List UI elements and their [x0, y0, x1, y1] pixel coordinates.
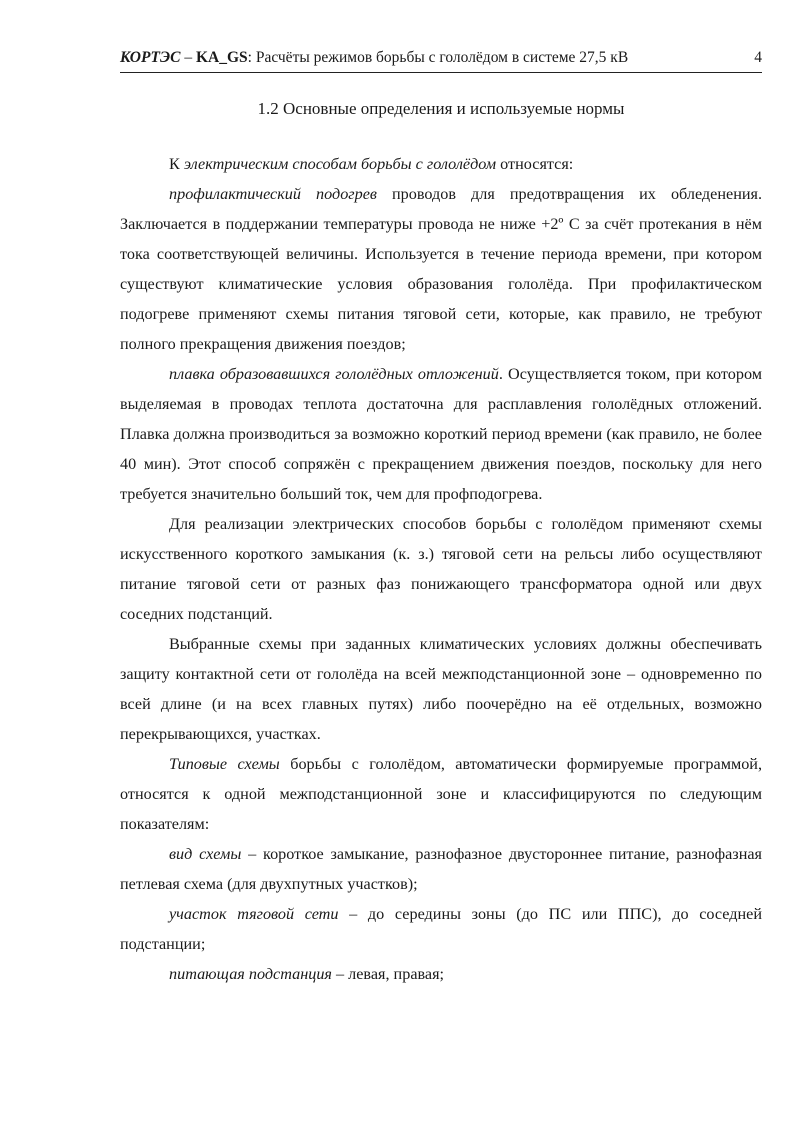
section-title: 1.2 Основные определения и используемые нормы [257, 99, 625, 118]
paragraph-short-circuit-schemes [120, 509, 762, 629]
paragraph-text: – короткое замыкание, разнофазное двустороннее питание, разнофазная петлевая схема (для двухпутных участков); [120, 845, 762, 893]
page-header [120, 48, 762, 73]
paragraph-emphasis: питающая подстанция [169, 965, 332, 983]
paragraph-intro [120, 149, 762, 179]
document-body [120, 149, 762, 989]
paragraph-text: борьбы с гололёдом, автоматически формируемые программой, относятся к одной межподстанционной зоне и классифицируются по следующим показателям: [120, 755, 763, 833]
paragraph-text: Выбранные схемы при заданных климатических условиях должны обеспечивать защиту контактной сети от гололёда на всей межподстанционной зоне – одновременно по всей длине (и на всех главных путях) либо поочерёдно на её отдельных, возможно перекрывающихся, участках. [120, 635, 762, 743]
paragraph-emphasis: профилактический подогрев [169, 185, 377, 203]
paragraph-text: – левая, правая; [331, 965, 445, 983]
paragraph-text: Для реализации электрических способов борьбы с гололёдом применяют схемы искусственного короткого замыкания (к. з.) тяговой сети на рельсы либо осуществляют питание тяговой сети от разных фаз понижающего трансформатора одной или двух соседних подстанций. [120, 515, 762, 623]
header-description: : Расчёты режимов борьбы с гололёдом в системе 27,5 кВ [247, 49, 629, 66]
page-number: 4 [754, 49, 762, 66]
paragraph-emphasis: электрическим способам борьбы с гололёдом [183, 155, 497, 173]
paragraph-text: – до середины зоны (до ПС или ППС), до соседней подстанции; [120, 905, 762, 953]
paragraph-emphasis: участок тяговой сети [169, 905, 339, 923]
header-module-name: KA_GS [195, 49, 248, 66]
paragraph-feeding-substation [120, 959, 762, 989]
paragraph-typical-schemes [120, 749, 762, 839]
paragraph-scheme-type [120, 839, 762, 899]
header-title [120, 48, 628, 68]
paragraph-text: проводов для предотвращения их обледенения. Заключается в поддержании температуры провода не ниже +2º С за счёт протекания в нём тока соответствующей величины. Используется в течение периода времени, при котором существуют климатические условия образования гололёда. При профилактическом подогреве применяют схемы питания тяговой сети, которые, как правило, не требуют полного прекращения движения поездов; [120, 185, 763, 353]
paragraph-emphasis: плавка образовавшихся гололёдных отложений [169, 365, 499, 383]
header-product-name: КОРТЭС [120, 49, 181, 66]
paragraph-text: К [169, 155, 184, 173]
paragraph-preventive-heating [120, 179, 762, 359]
paragraph-selected-schemes [120, 629, 762, 749]
header-dash: – [180, 49, 196, 66]
paragraph-emphasis: вид схемы [169, 845, 242, 863]
paragraph-emphasis: Типовые схемы [169, 755, 280, 773]
paragraph-text: . Осуществляется током, при котором выделяемая в проводах теплота достаточна для расплавления гололёдных отложений. Плавка должна производиться за возможно короткий период времени (как правило, не более 40 мин). Этот способ сопряжён с прекращением движения поездов, поскольку для него требуется значительно больший ток, чем для профподогрева. [120, 365, 762, 503]
paragraph-ice-melting [120, 359, 762, 509]
paragraph-network-section [120, 899, 762, 959]
paragraph-text: относятся: [496, 155, 574, 173]
